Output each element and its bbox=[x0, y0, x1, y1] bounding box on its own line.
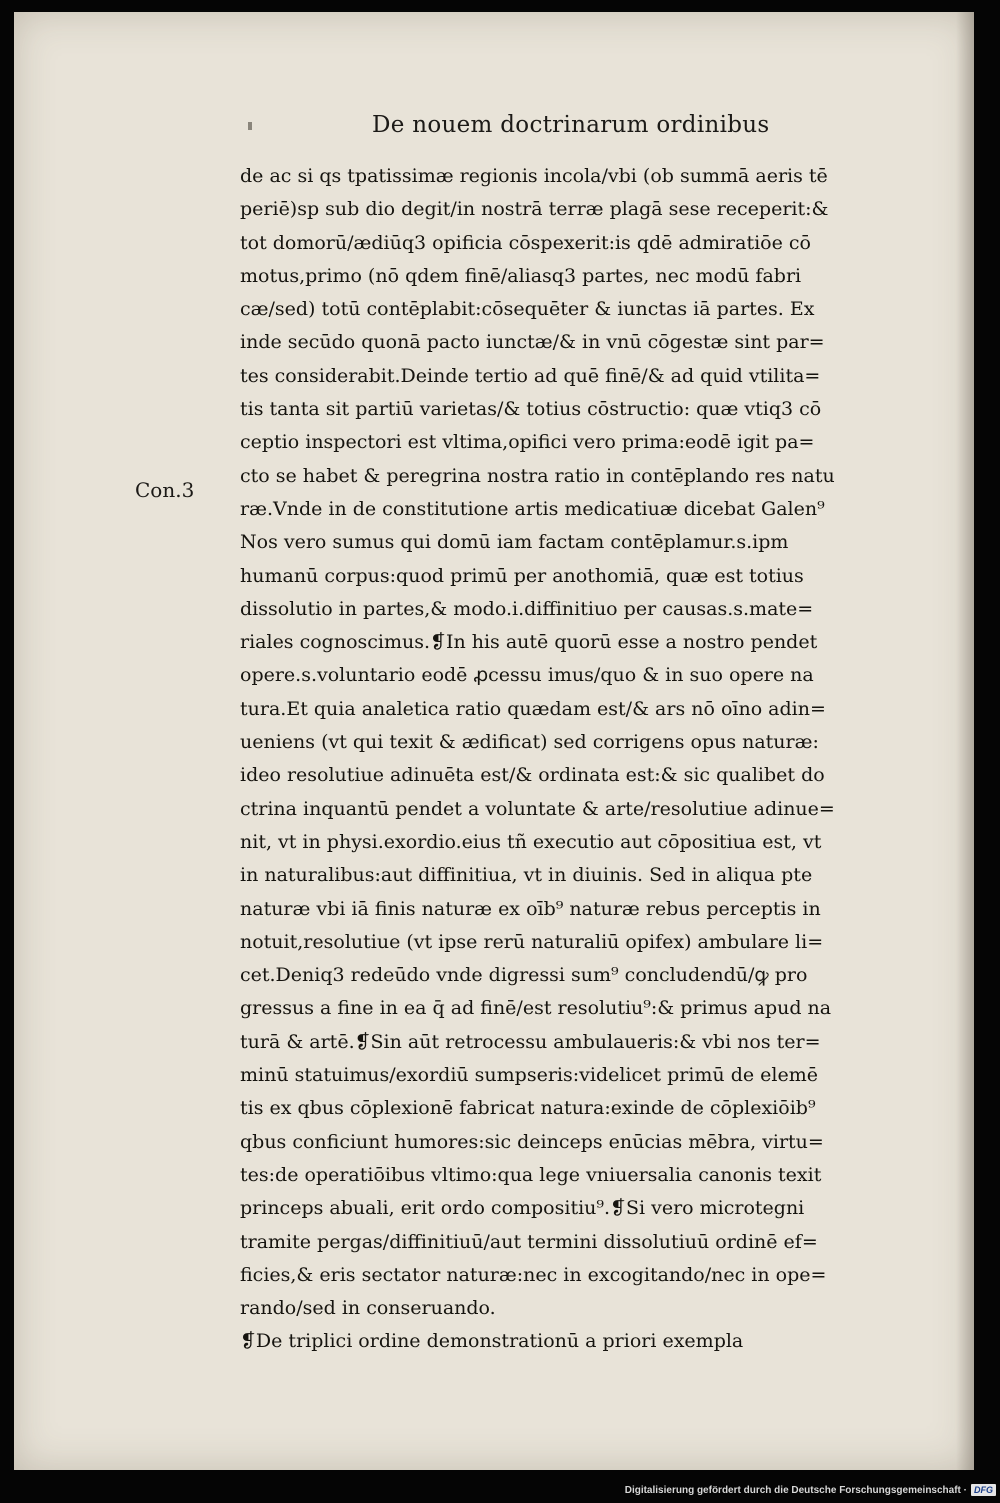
text-line: Nos vero sumus qui domū iam factam contēplamur.s.ipm bbox=[240, 531, 789, 554]
text-line: turā & artē.❡Sin aūt retrocessu ambulaueris:& vbi nos ter= bbox=[240, 1030, 821, 1053]
footer-bar bbox=[625, 1479, 996, 1501]
text-line: tis tanta sit partiū varietas/& totius cōstructio: quæ vtiq3 cō bbox=[240, 398, 822, 421]
text-line: notuit,resolutiue (vt ipse rerū naturaliū opifex) ambulare li= bbox=[240, 930, 824, 953]
text-line: minū statuimus/exordiū sumpseris:videlicet primū de elemē bbox=[240, 1064, 818, 1087]
text-line: tura.Et quia analetica ratio quædam est/& ars nō oīno adin= bbox=[240, 697, 826, 720]
text-line: naturæ vbi iā finis naturæ ex oīb⁹ naturæ rebus perceptis in bbox=[240, 897, 821, 920]
text-line: ueniens (vt qui texit & ædificat) sed corrigens opus naturæ: bbox=[240, 731, 819, 754]
text-line: ficies,& eris sectator naturæ:nec in excogitando/nec in ope= bbox=[240, 1263, 827, 1286]
text-line: ceptio inspectori est vltima,opifici vero prima:eodē igit pa= bbox=[240, 431, 815, 454]
text-line: tis ex qbus cōplexionē fabricat natura:exinde de cōplexiōib⁹ bbox=[240, 1097, 816, 1120]
body-text bbox=[240, 160, 940, 1359]
text-line: in naturalibus:aut diffinitiua, vt in diuinis. Sed in aliqua pte bbox=[240, 864, 813, 887]
text-line: ideo resolutiue adinuēta est/& ordinata est:& sic qualibet do bbox=[240, 764, 825, 787]
text-line: tes considerabit.Deinde tertio ad quē finē/& ad quid vtilita= bbox=[240, 364, 821, 387]
text-line: princeps abuali, erit ordo compositiu⁹.❡Si vero microtegni bbox=[240, 1197, 805, 1220]
text-line: riales cognoscimus.❡In his autē quorū esse a nostro pendet bbox=[240, 631, 818, 654]
text-line: tot domorū/ædiūq3 opificia cōspexerit:is qdē admiratiōe cō bbox=[240, 231, 811, 254]
text-line: cæ/sed) totū contēplabit:cōsequēter & iunctas iā partes. Ex bbox=[240, 298, 815, 321]
text-line: cet.Deniq3 redeūdo vnde digressi sum⁹ concludendū/ꝙ pro bbox=[240, 964, 808, 987]
text-line: periē)sp sub dio degit/in nostrā terræ plagā sese receperit:& bbox=[240, 198, 829, 221]
text-line: rando/sed in conseruando. bbox=[240, 1297, 496, 1320]
text-line: ræ.Vnde in de constitutione artis medicatiuæ dicebat Galen⁹ bbox=[240, 497, 825, 520]
text-line: ctrina inquantū pendet a voluntate & arte/resolutiue adinue= bbox=[240, 797, 835, 820]
text-line: dissolutio in partes,& modo.i.diffinitiuo per causas.s.mate= bbox=[240, 597, 814, 620]
text-line: de ac si qs tpatissimæ regionis incola/vbi (ob summā aeris tē bbox=[240, 165, 828, 187]
text-line: opere.s.voluntario eodē ꝓcessu imus/quo & in suo opere na bbox=[240, 664, 814, 687]
margin-tick-mark bbox=[248, 122, 252, 130]
margin-note: Con.3 bbox=[135, 478, 195, 502]
text-line: cto se habet & peregrina nostra ratio in contēplando res natu bbox=[240, 464, 835, 487]
text-line: qbus conficiunt humores:sic deinceps enūcias mēbra, virtu= bbox=[240, 1130, 824, 1153]
text-line: inde secūdo quonā pacto iunctæ/& in vnū cōgestæ sint par= bbox=[240, 331, 825, 354]
page-edge-shadow bbox=[956, 12, 974, 1470]
text-line: tramite pergas/diffinitiuū/aut termini dissolutiuū ordinē ef= bbox=[240, 1230, 818, 1253]
text-line: tes:de operatiōibus vltimo:qua lege vniuersalia canonis texit bbox=[240, 1163, 822, 1186]
text-line: humanū corpus:quod primū per anothomiā, quæ est totius bbox=[240, 564, 804, 587]
text-line: nit, vt in physi.exordio.eius tñ executio aut cōpositiua est, vt bbox=[240, 830, 822, 853]
footer-credit: Digitalisierung gefördert durch die Deutsche Forschungsgemeinschaft · bbox=[624, 1484, 967, 1496]
running-head: De nouem doctrinarum ordinibus bbox=[372, 112, 770, 138]
dfg-logo-icon: DFG bbox=[971, 1484, 996, 1496]
text-line: gressus a fine in ea q̄ ad finē/est resolutiu⁹:& primus apud na bbox=[240, 997, 832, 1020]
text-line: ❡De triplici ordine demonstrationū a priori exempla bbox=[240, 1330, 744, 1353]
text-line: motus,primo (nō qdem finē/aliasq3 partes, nec modū fabri bbox=[240, 264, 802, 287]
